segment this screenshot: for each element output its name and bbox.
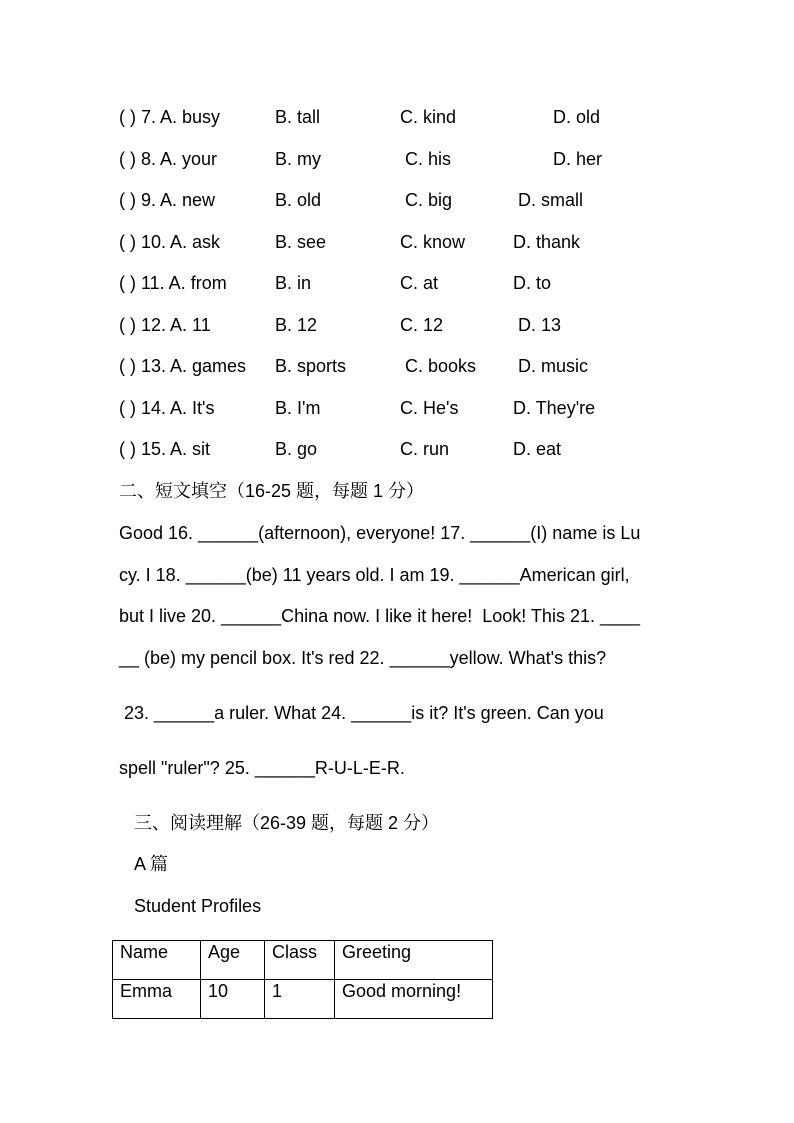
option-c: C. his xyxy=(405,149,452,169)
cell-greeting: Good morning! xyxy=(335,980,493,1019)
passage-line: but I live 20. ______China now. I like it here! Look! This 21. ____ xyxy=(119,606,641,626)
option-a: ( ) 11. A. from xyxy=(119,273,227,293)
question-row xyxy=(0,189,794,211)
option-d: D. music xyxy=(518,356,589,376)
option-c: C. 12 xyxy=(400,315,444,335)
option-d: D. old xyxy=(553,107,601,127)
option-b: B. old xyxy=(275,190,322,210)
header-age: Age xyxy=(201,941,265,980)
option-d: D. small xyxy=(518,190,584,210)
option-a: ( ) 9. A. new xyxy=(119,190,216,210)
question-row xyxy=(0,231,794,253)
question-row xyxy=(0,106,794,128)
option-b: B. tall xyxy=(275,107,321,127)
table-title: Student Profiles xyxy=(134,896,262,916)
section-heading-cloze: 二、短文填空（16-25 题，每题 1 分） xyxy=(119,481,425,501)
cell-name: Emma xyxy=(113,980,201,1019)
option-c: C. run xyxy=(400,439,450,459)
header-class: Class xyxy=(265,941,335,980)
section-heading-reading: 三、阅读理解（26-39 题，每题 2 分） xyxy=(134,813,440,833)
option-a: ( ) 8. A. your xyxy=(119,149,218,169)
table-row xyxy=(113,980,493,1019)
passage-line: Good 16. ______(afternoon), everyone! 17. ______(I) name is Lu xyxy=(119,523,641,543)
question-row xyxy=(0,148,794,170)
option-d: D. thank xyxy=(513,232,581,252)
option-a: ( ) 15. A. sit xyxy=(119,439,211,459)
cell-age: 10 xyxy=(201,980,265,1019)
header-name: Name xyxy=(113,941,201,980)
option-b: B. 12 xyxy=(275,315,318,335)
option-d: D. They're xyxy=(513,398,596,418)
option-a: ( ) 10. A. ask xyxy=(119,232,221,252)
option-a: ( ) 14. A. It's xyxy=(119,398,215,418)
passage-line: spell "ruler"? 25. ______R-U-L-E-R. xyxy=(119,758,405,778)
student-profiles-table xyxy=(112,940,493,1019)
option-a: ( ) 7. A. busy xyxy=(119,107,221,127)
option-c: C. big xyxy=(405,190,453,210)
option-b: B. in xyxy=(275,273,312,293)
option-d: D. eat xyxy=(513,439,562,459)
passage-line: cy. I 18. ______(be) 11 years old. I am 19. ______American girl, xyxy=(119,565,630,585)
passage-line: 23. ______a ruler. What 24. ______is it? It's green. Can you xyxy=(119,703,604,723)
table-header-row xyxy=(113,941,493,980)
option-b: B. sports xyxy=(275,356,347,376)
passage-label: A 篇 xyxy=(134,854,169,874)
option-d: D. 13 xyxy=(518,315,562,335)
question-row xyxy=(0,397,794,419)
passage-line: __ (be) my pencil box. It's red 22. ______yellow. What's this? xyxy=(119,648,607,668)
option-c: C. He's xyxy=(400,398,459,418)
option-a: ( ) 12. A. 11 xyxy=(119,315,211,335)
question-row xyxy=(0,355,794,377)
option-b: B. go xyxy=(275,439,318,459)
option-c: C. know xyxy=(400,232,466,252)
option-a: ( ) 13. A. games xyxy=(119,356,247,376)
cell-class: 1 xyxy=(265,980,335,1019)
option-b: B. see xyxy=(275,232,327,252)
option-b: B. my xyxy=(275,149,322,169)
header-greeting: Greeting xyxy=(335,941,493,980)
question-row xyxy=(0,272,794,294)
option-c: C. kind xyxy=(400,107,457,127)
option-c: C. books xyxy=(405,356,477,376)
option-b: B. I'm xyxy=(275,398,321,418)
option-c: C. at xyxy=(400,273,439,293)
option-d: D. to xyxy=(513,273,552,293)
option-d: D. her xyxy=(553,149,603,169)
question-row xyxy=(0,438,794,460)
question-row xyxy=(0,314,794,336)
